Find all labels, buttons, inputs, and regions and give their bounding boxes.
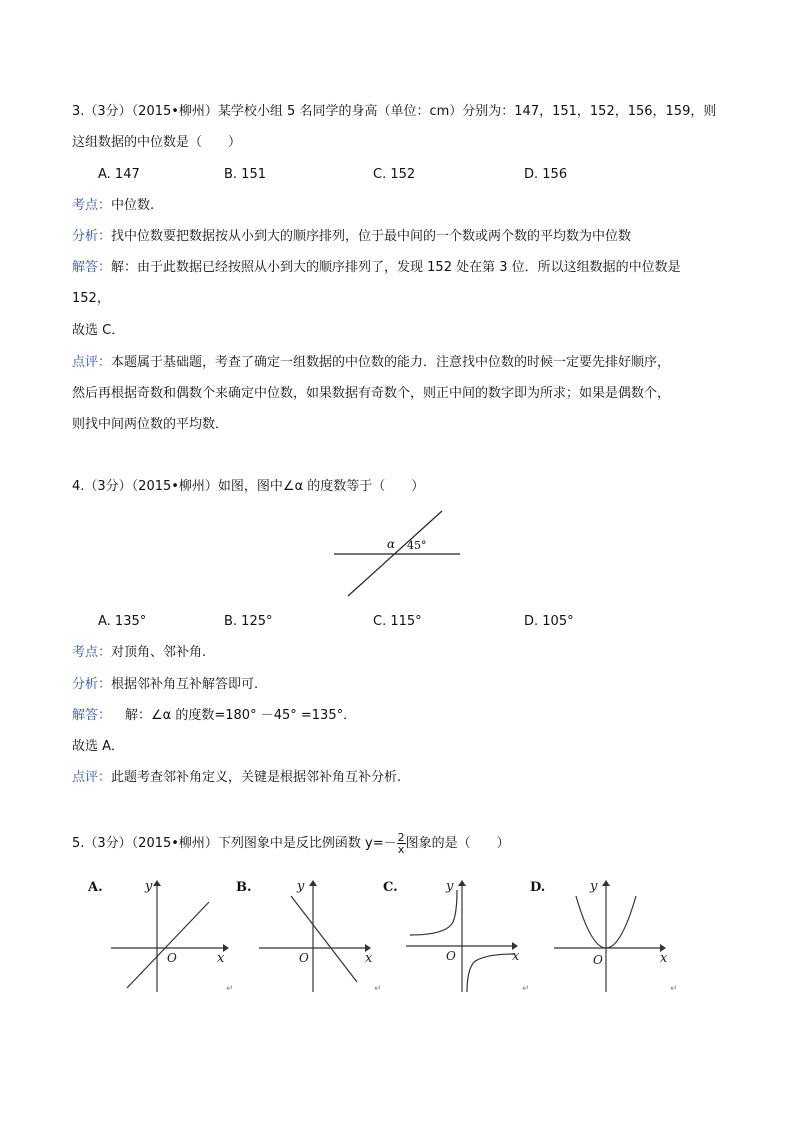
- q4-stem: 4.（3分）（2015•柳州）如图，图中∠α 的度数等于（ ）: [72, 479, 425, 494]
- q3-option-c: C. 152: [373, 167, 416, 182]
- dianping-label: 点评：: [72, 770, 112, 785]
- x-label: x: [365, 951, 373, 966]
- graph-b-linear-decreasing: [253, 878, 378, 998]
- q4-angle-figure: [330, 508, 465, 600]
- q4-guxuan: 故选 A．: [72, 739, 125, 754]
- fraction-denominator: x: [397, 843, 405, 856]
- graph-curve-lower: [467, 954, 514, 992]
- origin-label: O: [593, 953, 603, 967]
- fenxi-label: 分析：: [72, 229, 112, 244]
- q3-fenxi: [72, 227, 631, 247]
- y-axis-arrow: [602, 880, 610, 886]
- q4-option-c: C. 115°: [373, 614, 422, 629]
- return-mark: ↵: [374, 984, 382, 994]
- y-axis-arrow: [153, 880, 161, 886]
- graph-d-parabola: [548, 878, 673, 998]
- q3-jieda-line2: 152，: [72, 291, 110, 306]
- graph-a-label: A.: [88, 880, 103, 895]
- origin-label: O: [299, 951, 309, 965]
- q3-option-a: A. 147: [98, 167, 140, 182]
- graph-curve: [127, 902, 209, 988]
- q3-dianping-line2: 然后再根据奇数和偶数个来确定中位数，如果数据有奇数个，则正中间的数字即为所求；如果是偶数个，: [72, 386, 671, 401]
- q4-dianping: [72, 768, 401, 788]
- q4-fenxi: [72, 675, 258, 695]
- fenxi-label: 分析：: [72, 677, 112, 692]
- q4-option-d: D. 105°: [524, 614, 574, 629]
- jieda-text: 解：由于此数据已经按照从小到大的顺序排列了，发现 152 处在第 3 位．所以这组数据的中位数是: [111, 260, 681, 275]
- kaodian-text: 对顶角、邻补角.: [111, 645, 207, 660]
- kaodian-label: 考点：: [72, 198, 112, 213]
- q3-kaodian: [72, 196, 154, 216]
- q3-option-b: B. 151: [224, 167, 266, 182]
- return-mark: ↵: [226, 984, 234, 994]
- y-axis-arrow: [309, 880, 317, 886]
- kaodian-text: 中位数.: [111, 198, 155, 213]
- q3-dianping: [72, 353, 670, 373]
- q3-option-d: D. 156: [524, 167, 568, 182]
- dianping-text: 此题考查邻补角定义，关键是根据邻补角互补分析.: [111, 770, 402, 785]
- q3-stem-line1: 3.（3分）（2015•柳州）某学校小组 5 名同学的身高（单位：cm）分别为：147，151，152，156，159，则: [72, 104, 717, 119]
- alpha-label: α: [387, 537, 396, 551]
- graph-curve-upper: [410, 890, 457, 935]
- q5-stem-after: 图象的是（ ）: [405, 836, 510, 851]
- q3-stem-line2: 这组数据的中位数是（ ）: [72, 135, 242, 150]
- y-label: y: [446, 879, 454, 894]
- graph-c-hyperbola: [400, 878, 525, 998]
- jieda-label: 解答：: [72, 260, 112, 275]
- graph-c-label: C.: [383, 880, 398, 895]
- y-label: y: [297, 879, 305, 894]
- jieda-text: 解：∠α 的度数=180° －45° =135°．: [125, 708, 357, 723]
- q4-option-a: A. 135°: [98, 614, 147, 629]
- fenxi-text: 根据邻补角互补解答即可.: [111, 677, 259, 692]
- q3-guxuan: 故选 C．: [72, 323, 125, 338]
- y-axis-arrow: [458, 880, 466, 886]
- origin-label: O: [446, 949, 456, 963]
- fraction-numerator: 2: [397, 831, 405, 844]
- fraction-2-over-x: [397, 832, 406, 855]
- return-mark: ↵: [670, 984, 678, 994]
- graph-b-label: B.: [236, 880, 252, 895]
- x-label: x: [217, 951, 225, 966]
- angle-45-label: 45°: [407, 539, 427, 552]
- q5-stem-before: 5.（3分）（2015•柳州）下列图象中是反比例函数 y=－: [72, 836, 397, 851]
- y-label: y: [590, 879, 598, 894]
- q3-jieda: [72, 258, 681, 278]
- fenxi-text: 找中位数要把数据按从小到大的顺序排列，位于最中间的一个数或两个数的平均数为中位数: [111, 229, 632, 244]
- y-label: y: [145, 879, 153, 894]
- dianping-label: 点评：: [72, 355, 112, 370]
- q4-kaodian: [72, 643, 206, 663]
- kaodian-label: 考点：: [72, 645, 112, 660]
- jieda-label: 解答：: [72, 708, 112, 723]
- q4-option-b: B. 125°: [224, 614, 273, 629]
- graph-d-label: D.: [530, 880, 546, 895]
- q4-jieda: [72, 706, 356, 726]
- origin-label: O: [167, 951, 177, 965]
- q5-stem: [72, 832, 510, 855]
- graph-curve: [291, 896, 357, 982]
- dianping-text: 本题属于基础题，考查了确定一组数据的中位数的能力．注意找中位数的时候一定要先排好顺序，: [111, 355, 671, 370]
- graph-a-linear-increasing: [105, 878, 230, 998]
- x-label: x: [512, 949, 520, 964]
- q3-dianping-line3: 则找中间两位数的平均数．: [72, 417, 229, 432]
- x-label: x: [660, 951, 668, 966]
- return-mark: ↵: [522, 984, 530, 994]
